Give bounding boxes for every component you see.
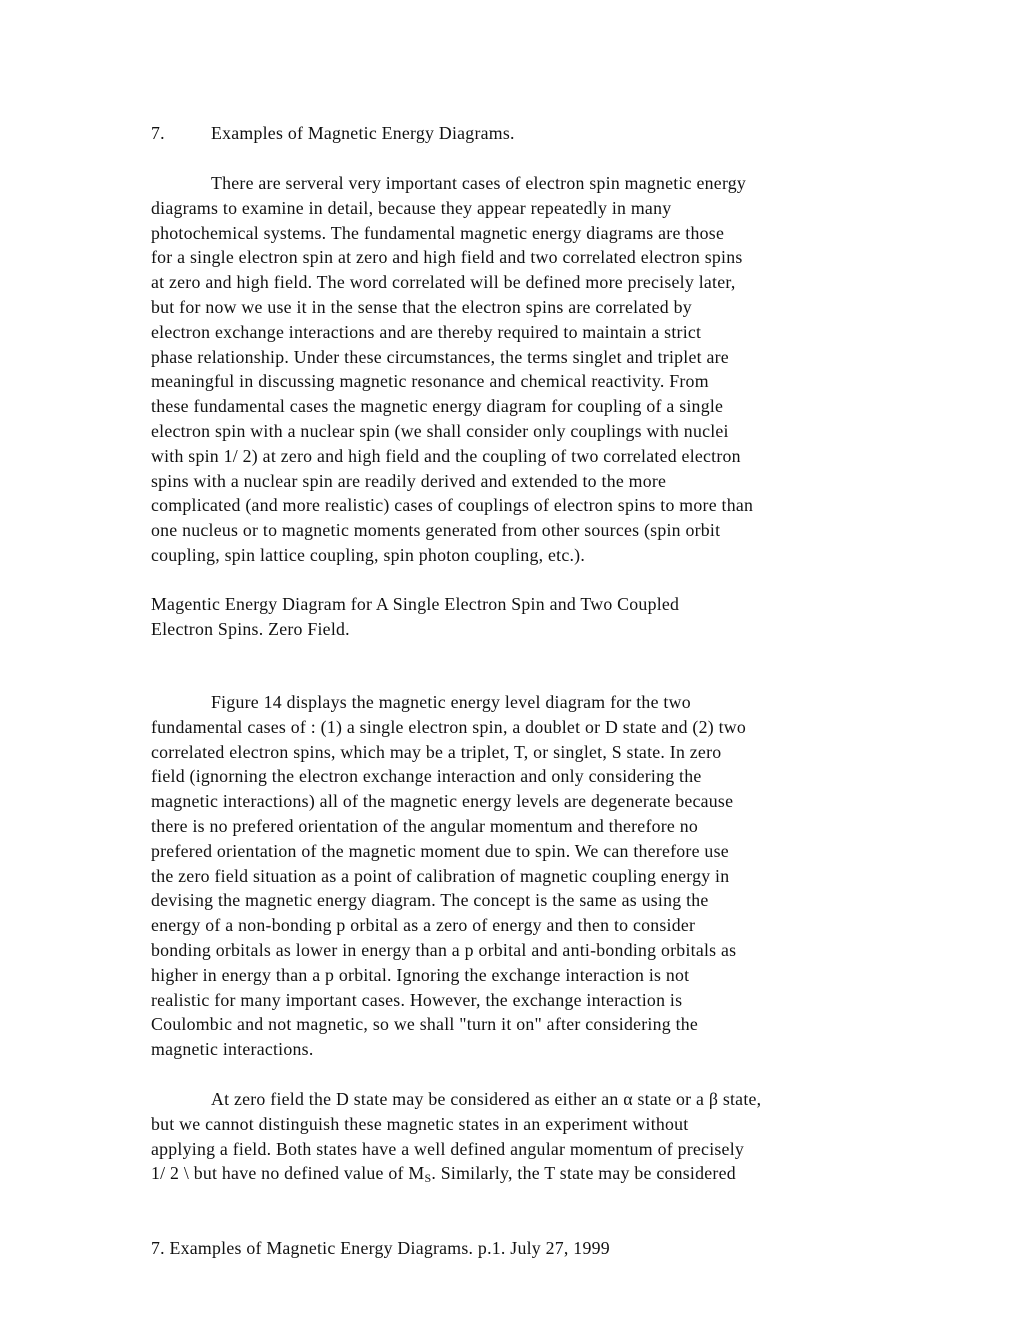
paragraph-line: Coulombic and not magnetic, so we shall "turn it on" after considering the [151, 1014, 699, 1035]
paragraph-line: energy of a non-bonding p orbital as a zero of energy and then to consider [151, 915, 696, 936]
paragraph-line: magnetic interactions) all of the magnetic energy levels are degenerate because [151, 791, 734, 812]
paragraph-d-state [151, 1087, 876, 1191]
paragraph-intro [151, 171, 876, 568]
paragraph-line: these fundamental cases the magnetic energy diagram for coupling of a single [151, 396, 724, 417]
page-footer: 7. Examples of Magnetic Energy Diagrams. p.1. July 27, 1999 [151, 1238, 610, 1258]
paragraph-line: higher in energy than a p orbital. Ignoring the exchange interaction is not [151, 964, 690, 985]
paragraph-line: at zero and high field. The word correlated will be defined more precisely later, [151, 272, 736, 293]
paragraph-line: electron exchange interactions and are thereby required to maintain a strict [151, 321, 702, 342]
paragraph-line: magnetic interactions. [151, 1039, 314, 1060]
paragraph-line: there is no prefered orientation of the angular momentum and therefore no [151, 815, 699, 836]
paragraph-line: There are serveral very important cases of electron spin magnetic energy [211, 173, 747, 193]
paragraph-line: diagrams to examine in detail, because they appear repeatedly in many [151, 197, 672, 218]
paragraph-line: correlated electron spins, which may be a triplet, T, or singlet, S state. In zero [151, 741, 722, 762]
paragraph-zero-field [151, 690, 876, 1062]
paragraph-line: spins with a nuclear spin are readily derived and extended to the more [151, 470, 667, 491]
paragraph-line [151, 1161, 876, 1191]
paragraph-line: realistic for many important cases. However, the exchange interaction is [151, 989, 683, 1010]
subsection-heading [151, 592, 876, 642]
paragraph-line: Figure 14 displays the magnetic energy level diagram for the two [211, 692, 691, 712]
paragraph-line: for a single electron spin at zero and high field and two correlated electron spins [151, 247, 743, 268]
paragraph-line: devising the magnetic energy diagram. The concept is the same as using the [151, 890, 709, 911]
section-heading [151, 121, 876, 146]
paragraph-line: bonding orbitals as lower in energy than a p orbital and anti-bonding orbitals as [151, 939, 737, 960]
paragraph-line: but for now we use it in the sense that the electron spins are correlated by [151, 296, 692, 317]
paragraph-line: phase relationship. Under these circumstances, the terms singlet and triplet are [151, 346, 729, 367]
paragraph-line: complicated (and more realistic) cases of couplings of electron spins to more than [151, 495, 754, 516]
subheading-line: Electron Spins. Zero Field. [151, 618, 350, 639]
subheading-line: Magentic Energy Diagram for A Single Electron Spin and Two Coupled [151, 594, 680, 614]
paragraph-line: meaningful in discussing magnetic resonance and chemical reactivity. From [151, 371, 709, 392]
paragraph-line: with spin 1/ 2) at zero and high field and the coupling of two correlated electron [151, 445, 741, 466]
paragraph-line: but we cannot distinguish these magnetic states in an experiment without [151, 1113, 689, 1134]
section-title: Examples of Magnetic Energy Diagrams. [211, 123, 515, 143]
paragraph-line: photochemical systems. The fundamental magnetic energy diagrams are those [151, 222, 725, 243]
paragraph-line: electron spin with a nuclear spin (we shall consider only couplings with nuclei [151, 420, 729, 441]
paragraph-line: field (ignorning the electron exchange interaction and only considering the [151, 766, 702, 787]
paragraph-line: At zero field the D state may be considered as either an α state or a β state, [211, 1089, 762, 1109]
paragraph-line: prefered orientation of the magnetic moment due to spin. We can therefore use [151, 840, 729, 861]
line-text: 1/ 2 \ but have no defined value of M [151, 1163, 425, 1184]
paragraph-line: coupling, spin lattice coupling, spin photon coupling, etc.). [151, 544, 586, 565]
paragraph-line: fundamental cases of : (1) a single electron spin, a doublet or D state and (2) two [151, 716, 747, 737]
paragraph-line: one nucleus or to magnetic moments generated from other sources (spin orbit [151, 520, 721, 541]
paragraph-line: applying a field. Both states have a well defined angular momentum of precisely [151, 1138, 745, 1159]
paragraph-line: the zero field situation as a point of calibration of magnetic coupling energy in [151, 865, 730, 886]
line-text: . Similarly, the T state may be considered [431, 1163, 736, 1184]
ms-subscript: S [424, 1171, 432, 1186]
section-number: 7. [151, 123, 165, 143]
